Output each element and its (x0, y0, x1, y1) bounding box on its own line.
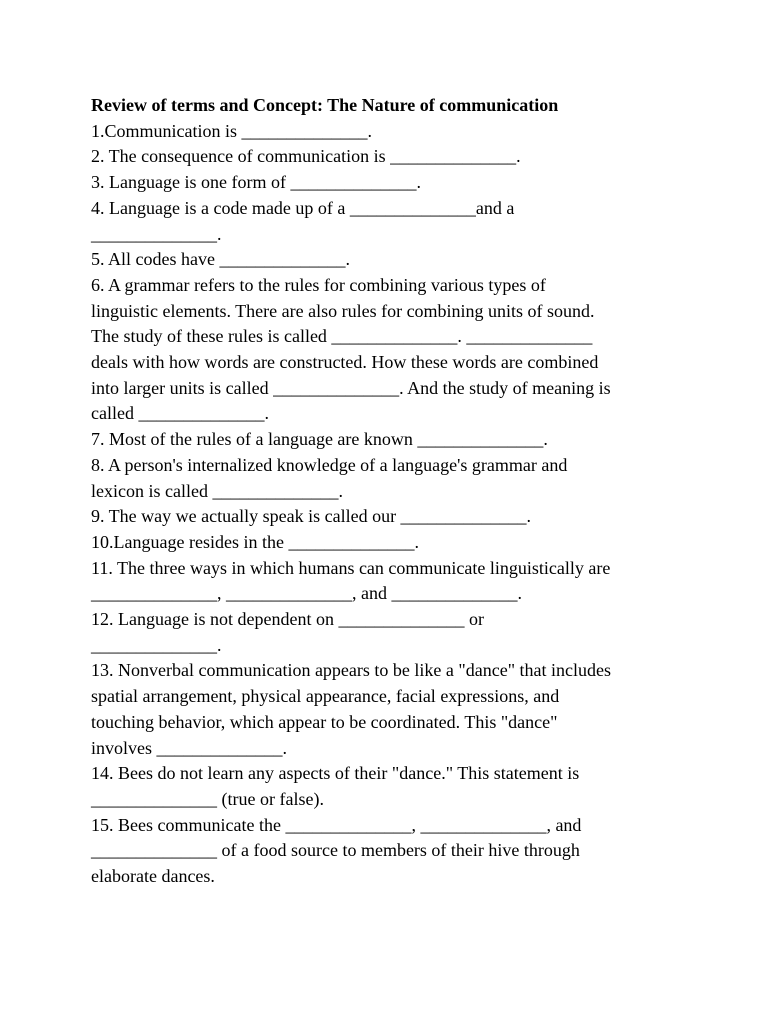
question-6-line-cont: linguistic elements. There are also rules for combining units of sound. (91, 300, 595, 321)
question-6-line-cont: called ______________. (91, 403, 269, 424)
question-14-line-cont: ______________ (true or false). (91, 788, 324, 809)
question-10-line: 10.Language resides in the ______________. (91, 531, 419, 552)
question-2-line: 2. The consequence of communication is ______________. (91, 146, 521, 167)
worksheet-title: Review of terms and Concept: The Nature of communication (91, 95, 559, 115)
question-11-line-cont: ______________, ______________, and ______________. (91, 583, 522, 604)
question-11-line: 11. The three ways in which humans can communicate linguistically are (91, 557, 611, 578)
question-13-line-cont: spatial arrangement, physical appearance, facial expressions, and (91, 686, 560, 707)
question-15-line: 15. Bees communicate the ______________, ______________, and (91, 814, 582, 835)
question-12-line: 12. Language is not dependent on ______________ or (91, 609, 484, 630)
question-8-line-cont: lexicon is called ______________. (91, 480, 343, 501)
question-6-line: 6. A grammar refers to the rules for combining various types of (91, 274, 546, 295)
question-9-line: 9. The way we actually speak is called our ______________. (91, 506, 532, 527)
question-8-line: 8. A person's internalized knowledge of a language's grammar and (91, 454, 568, 475)
question-6-line-cont: into larger units is called ______________. And the study of meaning is (91, 377, 611, 398)
question-15-line-cont: elaborate dances. (91, 866, 215, 887)
question-6-line-cont: deals with how words are constructed. How these words are combined (91, 352, 599, 373)
question-13-line: 13. Nonverbal communication appears to be like a "dance" that includes (91, 660, 612, 681)
question-4-line-cont: ______________. (91, 223, 222, 244)
question-1-line: 1.Communication is ______________. (91, 120, 372, 141)
question-3-line: 3. Language is one form of ______________. (91, 172, 421, 193)
worksheet (91, 93, 691, 890)
question-6-line-cont: The study of these rules is called ______________. ______________ (91, 326, 593, 347)
question-15-line-cont: ______________ of a food source to members of their hive through (91, 840, 580, 861)
question-14-line: 14. Bees do not learn any aspects of their "dance." This statement is (91, 763, 580, 784)
question-5-line: 5. All codes have ______________. (91, 249, 350, 270)
question-12-line-cont: ______________. (91, 634, 222, 655)
question-4-line: 4. Language is a code made up of a ______________and a (91, 197, 515, 218)
question-7-line: 7. Most of the rules of a language are known ______________. (91, 429, 548, 450)
question-13-line-cont: touching behavior, which appear to be coordinated. This "dance" (91, 711, 558, 732)
question-13-line-cont: involves ______________. (91, 737, 287, 758)
